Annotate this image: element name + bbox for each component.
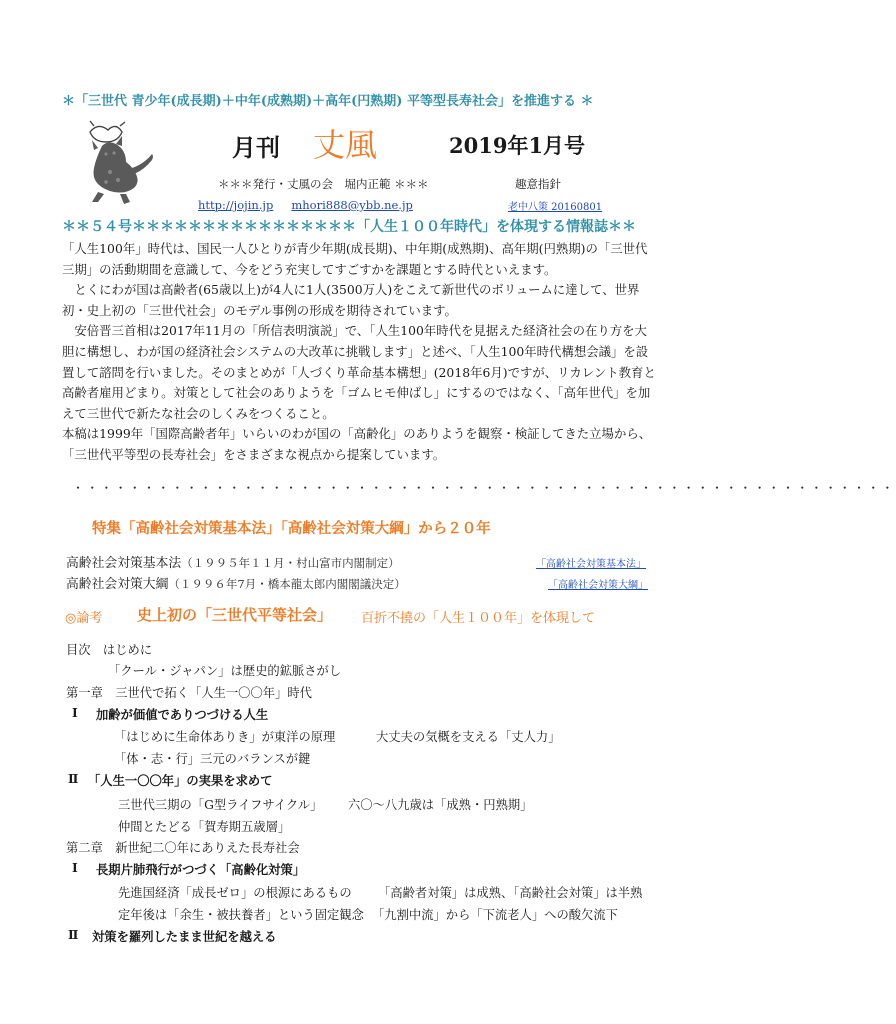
website-link[interactable]: http://jojin.jp (198, 198, 274, 212)
toc-chapter: 第二章 新世紀二〇年にありえた長寿社会 (66, 841, 300, 855)
intro-paragraph: 「人生100年」時代は、国民一人ひとりが青少年期(成長期)、中年期(成熟期)、高年期(円熟期)の「三世代三期」の活動期間を意識して、今をどう充実してすごすかを課題とする時代といえます。 (62, 241, 648, 277)
law-row (66, 552, 400, 571)
toc-head (66, 640, 152, 658)
toc-section-num: Ⅱ (68, 927, 79, 942)
contact-links (198, 198, 413, 212)
toc-section-num: Ⅱ (68, 771, 79, 786)
toc-label: 目次 (66, 643, 91, 657)
masthead-label: 月刊 (232, 133, 280, 162)
masthead-name: 丈風 (313, 126, 378, 164)
toc-item: 「高齢者対策」は成熟、「高齢社会対策」は半熟 (378, 886, 643, 900)
toc-item: 六〇～八九歳は「成熟・円熟期」 (348, 798, 533, 812)
issue-date: 2019年1月号 (449, 133, 586, 158)
law-link[interactable]: 「高齢社会対策大綱」 (548, 580, 648, 591)
toc-section: 対策を羅列したまま世紀を越える (92, 929, 277, 944)
email-link[interactable]: mhori888@ybb.ne.jp (291, 198, 413, 212)
intro-paragraph: 安倍晋三首相は2017年11月の「所信表明演説」で、「人生100年時代を見据えた経済社会の在り方を大胆に構想し、わが国の経済社会システムの大改革に挑戦します」と述べ、「人生100年時代構想会議」を設置して諮問を行いました。そのまとめが「人づくり革命基本構想」(2018年6月)ですが、リカレント教育と高齢者雇用どまり。対策として社会のありようを「ゴムヒモ伸ばし」にするのではなく、「高年世代」を加えて三世代で新たな社会のしくみをつくること。 (62, 323, 656, 421)
law-detail: （１９９６年7月・橋本龍太郎内閣閣議決定） (168, 577, 406, 591)
toc-section-num: Ⅰ (72, 860, 78, 875)
publisher-line: ＊＊＊発行・丈風の会 堀内正範 ＊＊＊ (218, 177, 429, 191)
toc-section: 「人生一〇〇年」の実果を求めて (88, 773, 273, 788)
law-row (66, 573, 406, 592)
toc-item: 先進国経済「成長ゼロ」の根源にあるもの (118, 886, 352, 900)
toc-item: 「はじめに生命体ありき」が東洋の原理 (114, 730, 336, 744)
toc-chapter: 第一章 三世代で拓く「人生一〇〇年」時代 (66, 686, 312, 700)
toc-section: 長期片肺飛行がつづく「高齢化対策」 (96, 862, 306, 877)
toc-item: 「体・志・行」三元のバランスが鍵 (114, 752, 311, 766)
cat-logo-icon (72, 118, 162, 206)
dotted-divider: ・・・・・・・・・・・・・・・・・・・・・・・・・・・・・・・・・・・・・・・・・・・・・・・・・・・・・・・・・・ (72, 481, 896, 495)
law-link[interactable]: 「高齢社会対策基本法」 (536, 559, 646, 570)
toc-item: 「九割中流」から「下流老人」への酸欠流下 (372, 908, 618, 922)
law-name: 高齢社会対策基本法 (66, 556, 182, 571)
toc-item: 定年後は「余生・被扶養者」という固定観念 (118, 908, 364, 922)
purport-link[interactable]: 趣意指針 (515, 177, 561, 191)
essay-title: 史上初の「三世代平等社会」 (137, 606, 333, 624)
intro-paragraph: 本稿は1999年「国際高齢者年」いらいのわが国の「高齢化」のありようを観察・検証してきた立場から、「三世代平等型の長寿社会」をさまざまな視点から提案しています。 (62, 426, 652, 462)
toc-head-title: はじめに (102, 643, 153, 657)
toc-item: 仲間とたどる「賀寿期五歳層」 (118, 820, 291, 834)
toc-item: 三世代三期の「G型ライフサイクル」 (118, 798, 323, 812)
issue-number-line: ＊＊５４号＊＊＊＊＊＊＊＊＊＊＊＊＊＊＊＊「人生１００年時代」を体現する情報誌＊＊ (62, 219, 636, 235)
intro-paragraph: とくにわが国は高齢者(65歳以上)が4人に1人(3500万人)をこえて新世代のボリュームに達して、世界初・史上初の「三世代社会」のモデル事例の形成を期待されています。 (62, 282, 640, 318)
rojin-link[interactable]: 老中八策 20160801 (508, 202, 603, 213)
slogan-banner: ＊「三世代 青少年(成長期)＋中年(成熟期)＋高年(円熟期) 平等型長寿社会」を推進する ＊ (62, 94, 594, 109)
law-name: 高齢社会対策大綱 (66, 577, 169, 592)
intro-text (62, 239, 658, 466)
essay-subtitle: 百折不撓の「人生１００年」を体現して (361, 611, 596, 626)
toc-item: 「クール・ジャパン」は歴史的鉱脈さがし (108, 664, 342, 678)
toc-item: 大丈夫の気概を支える「丈人力」 (376, 730, 561, 744)
essay-mark: ◎論考 (65, 611, 103, 626)
toc-section-num: Ⅰ (72, 705, 78, 720)
law-detail: （１９９５年１１月・村山富市内閣制定） (181, 556, 400, 570)
toc-section: 加齢が価値でありつづける人生 (96, 707, 269, 722)
feature-title: 特集「高齢社会対策基本法」「高齢社会対策大綱」から２０年 (92, 520, 491, 537)
